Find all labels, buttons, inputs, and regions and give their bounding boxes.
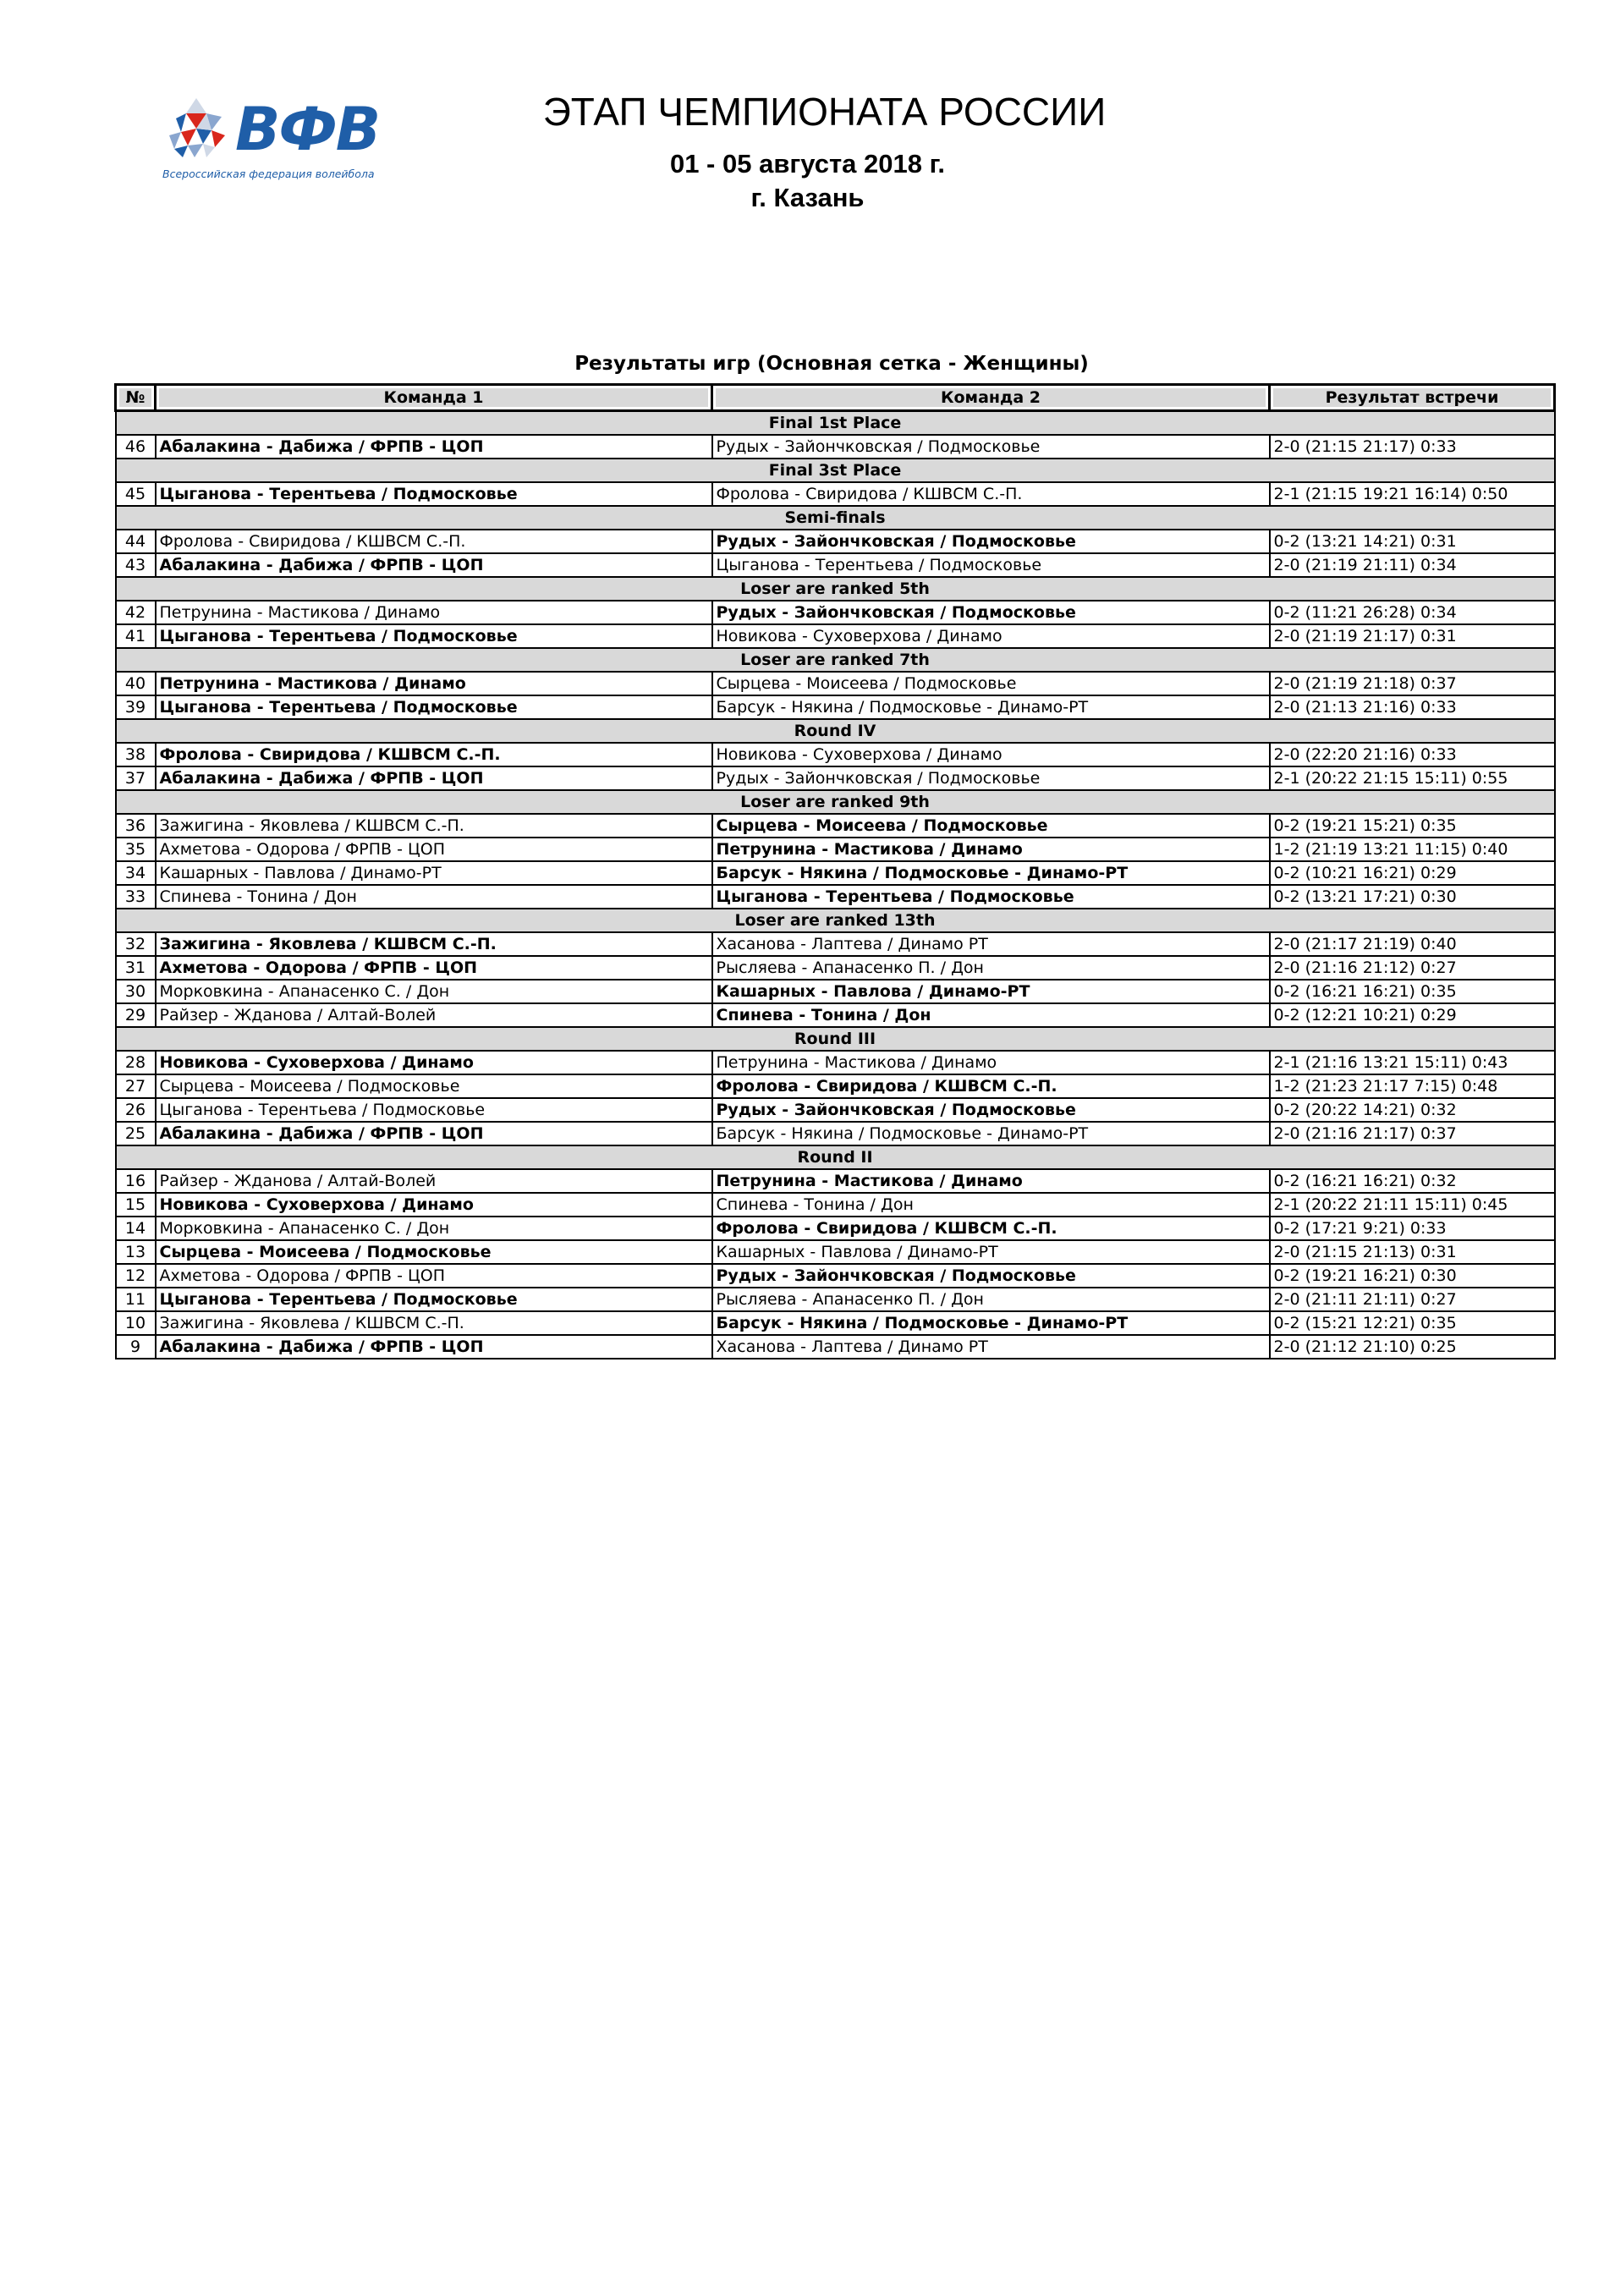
table-row (116, 1240, 1555, 1264)
result-cell: 2-0 (21:12 21:10) 0:25 (1270, 1335, 1555, 1359)
section-title: Loser are ranked 9th (116, 790, 1555, 814)
team1-cell: Морковкина - Апанасенко С. / Дон (156, 980, 712, 1003)
section-title: Round II (116, 1145, 1555, 1169)
match-number-cell: 9 (116, 1335, 156, 1359)
team2-cell: Рудых - Зайончковская / Подмосковье (712, 530, 1270, 553)
table-row (116, 1074, 1555, 1098)
result-cell: 0-2 (11:21 26:28) 0:34 (1270, 601, 1555, 624)
section-row (116, 577, 1555, 601)
result-cell: 2-0 (21:16 21:17) 0:37 (1270, 1122, 1555, 1145)
table-header-row (116, 385, 1555, 411)
result-cell: 2-0 (21:15 21:17) 0:33 (1270, 435, 1555, 459)
match-number-cell: 27 (116, 1074, 156, 1098)
team2-cell: Рудых - Зайончковская / Подмосковье (712, 1098, 1270, 1122)
table-row (116, 1288, 1555, 1311)
team2-cell: Рудых - Зайончковская / Подмосковье (712, 1264, 1270, 1288)
team2-cell: Цыганова - Терентьева / Подмосковье (712, 885, 1270, 909)
column-header-team2: Команда 2 (712, 385, 1270, 411)
result-cell: 2-0 (21:13 21:16) 0:33 (1270, 695, 1555, 719)
table-row (116, 885, 1555, 909)
team2-cell: Новикова - Суховерхова / Динамо (712, 743, 1270, 766)
team1-cell: Сырцева - Моисеева / Подмосковье (156, 1240, 712, 1264)
team2-cell: Петрунина - Мастикова / Динамо (712, 1169, 1270, 1193)
match-number-cell: 25 (116, 1122, 156, 1145)
table-row (116, 956, 1555, 980)
team2-cell: Фролова - Свиридова / КШВСМ С.-П. (712, 1074, 1270, 1098)
logo-caption: Всероссийская федерация волейбола (162, 168, 375, 180)
match-number-cell: 46 (116, 435, 156, 459)
team2-cell: Хасанова - Лаптева / Динамо РТ (712, 1335, 1270, 1359)
result-cell: 0-2 (17:21 9:21) 0:33 (1270, 1217, 1555, 1240)
match-number-cell: 45 (116, 482, 156, 506)
result-cell: 2-0 (21:15 21:13) 0:31 (1270, 1240, 1555, 1264)
team1-cell: Райзер - Жданова / Алтай-Волей (156, 1003, 712, 1027)
team1-cell: Новикова - Суховерхова / Динамо (156, 1051, 712, 1074)
table-row (116, 743, 1555, 766)
column-header-result: Результат встречи (1270, 385, 1555, 411)
match-number-cell: 13 (116, 1240, 156, 1264)
logo-letters: ВФВ (235, 95, 380, 164)
match-number-cell: 10 (116, 1311, 156, 1335)
team1-cell: Ахметова - Одорова / ФРПВ - ЦОП (156, 956, 712, 980)
section-title: Loser are ranked 7th (116, 648, 1555, 672)
result-cell: 2-1 (20:22 21:15 15:11) 0:55 (1270, 766, 1555, 790)
result-cell: 2-1 (21:15 19:21 16:14) 0:50 (1270, 482, 1555, 506)
match-number-cell: 33 (116, 885, 156, 909)
result-cell: 1-2 (21:19 13:21 11:15) 0:40 (1270, 838, 1555, 861)
table-row (116, 1193, 1555, 1217)
result-cell: 2-0 (22:20 21:16) 0:33 (1270, 743, 1555, 766)
team1-cell: Абалакина - Дабижа / ФРПВ - ЦОП (156, 1122, 712, 1145)
team1-cell: Цыганова - Терентьева / Подмосковье (156, 1098, 712, 1122)
match-number-cell: 40 (116, 672, 156, 695)
results-body (116, 411, 1555, 1359)
team1-cell: Абалакина - Дабижа / ФРПВ - ЦОП (156, 435, 712, 459)
match-number-cell: 26 (116, 1098, 156, 1122)
team2-cell: Рудых - Зайончковская / Подмосковье (712, 766, 1270, 790)
team1-cell: Цыганова - Терентьева / Подмосковье (156, 1288, 712, 1311)
section-title: Loser are ranked 5th (116, 577, 1555, 601)
match-number-cell: 16 (116, 1169, 156, 1193)
table-row (116, 1311, 1555, 1335)
result-cell: 2-1 (21:16 13:21 15:11) 0:43 (1270, 1051, 1555, 1074)
table-row (116, 553, 1555, 577)
page-title: ЭТАП ЧЕМПИОНАТА РОССИИ (542, 90, 1107, 134)
team1-cell: Райзер - Жданова / Алтай-Волей (156, 1169, 712, 1193)
team1-cell: Абалакина - Дабижа / ФРПВ - ЦОП (156, 1335, 712, 1359)
team1-cell: Абалакина - Дабижа / ФРПВ - ЦОП (156, 553, 712, 577)
table-row (116, 601, 1555, 624)
section-title: Round IV (116, 719, 1555, 743)
table-row (116, 1217, 1555, 1240)
match-number-cell: 44 (116, 530, 156, 553)
match-number-cell: 37 (116, 766, 156, 790)
team2-cell: Рысляева - Апанасенко П. / Дон (712, 1288, 1270, 1311)
column-header-team1: Команда 1 (156, 385, 712, 411)
team1-cell: Цыганова - Терентьева / Подмосковье (156, 695, 712, 719)
event-dates: 01 - 05 августа 2018 г. (669, 149, 946, 179)
team1-cell: Цыганова - Терентьева / Подмосковье (156, 624, 712, 648)
section-title: Final 3st Place (116, 459, 1555, 482)
team1-cell: Морковкина - Апанасенко С. / Дон (156, 1217, 712, 1240)
table-row (116, 672, 1555, 695)
team2-cell: Петрунина - Мастикова / Динамо (712, 838, 1270, 861)
match-number-cell: 41 (116, 624, 156, 648)
table-row (116, 695, 1555, 719)
team1-cell: Новикова - Суховерхова / Динамо (156, 1193, 712, 1217)
team1-cell: Спинева - Тонина / Дон (156, 885, 712, 909)
team2-cell: Сырцева - Моисеева / Подмосковье (712, 814, 1270, 838)
column-header-number: № (116, 385, 156, 411)
team1-cell: Абалакина - Дабижа / ФРПВ - ЦОП (156, 766, 712, 790)
table-row (116, 932, 1555, 956)
table-row (116, 766, 1555, 790)
result-cell: 0-2 (19:21 15:21) 0:35 (1270, 814, 1555, 838)
result-cell: 0-2 (13:21 17:21) 0:30 (1270, 885, 1555, 909)
team2-cell: Спинева - Тонина / Дон (712, 1193, 1270, 1217)
match-number-cell: 15 (116, 1193, 156, 1217)
team1-cell: Зажигина - Яковлева / КШВСМ С.-П. (156, 814, 712, 838)
result-cell: 2-0 (21:16 21:12) 0:27 (1270, 956, 1555, 980)
match-number-cell: 38 (116, 743, 156, 766)
match-number-cell: 31 (116, 956, 156, 980)
result-cell: 0-2 (16:21 16:21) 0:32 (1270, 1169, 1555, 1193)
team2-cell: Рысляева - Апанасенко П. / Дон (712, 956, 1270, 980)
result-cell: 2-0 (21:19 21:18) 0:37 (1270, 672, 1555, 695)
match-number-cell: 39 (116, 695, 156, 719)
table-row (116, 861, 1555, 885)
match-number-cell: 30 (116, 980, 156, 1003)
result-cell: 1-2 (21:23 21:17 7:15) 0:48 (1270, 1074, 1555, 1098)
team2-cell: Рудых - Зайончковская / Подмосковье (712, 601, 1270, 624)
result-cell: 0-2 (13:21 14:21) 0:31 (1270, 530, 1555, 553)
section-title: Loser are ranked 13th (116, 909, 1555, 932)
team1-cell: Зажигина - Яковлева / КШВСМ С.-П. (156, 932, 712, 956)
section-row (116, 719, 1555, 743)
table-row (116, 838, 1555, 861)
section-title: Semi-finals (116, 506, 1555, 530)
result-cell: 2-0 (21:11 21:11) 0:27 (1270, 1288, 1555, 1311)
match-number-cell: 11 (116, 1288, 156, 1311)
table-title: Результаты игр (Основная сетка - Женщины) (574, 353, 1089, 375)
team1-cell: Цыганова - Терентьева / Подмосковье (156, 482, 712, 506)
result-cell: 0-2 (15:21 12:21) 0:35 (1270, 1311, 1555, 1335)
result-cell: 2-0 (21:17 21:19) 0:40 (1270, 932, 1555, 956)
match-number-cell: 42 (116, 601, 156, 624)
team2-cell: Барсук - Някина / Подмосковье - Динамо-РТ (712, 861, 1270, 885)
match-number-cell: 36 (116, 814, 156, 838)
table-row (116, 1098, 1555, 1122)
team2-cell: Фролова - Свиридова / КШВСМ С.-П. (712, 482, 1270, 506)
team2-cell: Барсук - Някина / Подмосковье - Динамо-РТ (712, 1311, 1270, 1335)
section-row (116, 909, 1555, 932)
team2-cell: Фролова - Свиридова / КШВСМ С.-П. (712, 1217, 1270, 1240)
table-row (116, 435, 1555, 459)
result-cell: 2-0 (21:19 21:11) 0:34 (1270, 553, 1555, 577)
section-row (116, 506, 1555, 530)
team2-cell: Барсук - Някина / Подмосковье - Динамо-РТ (712, 1122, 1270, 1145)
section-row (116, 411, 1555, 436)
table-row (116, 1169, 1555, 1193)
team1-cell: Ахметова - Одорова / ФРПВ - ЦОП (156, 838, 712, 861)
result-cell: 0-2 (20:22 14:21) 0:32 (1270, 1098, 1555, 1122)
match-number-cell: 12 (116, 1264, 156, 1288)
table-row (116, 980, 1555, 1003)
team1-cell: Зажигина - Яковлева / КШВСМ С.-П. (156, 1311, 712, 1335)
team2-cell: Кашарных - Павлова / Динамо-РТ (712, 1240, 1270, 1264)
result-cell: 0-2 (10:21 16:21) 0:29 (1270, 861, 1555, 885)
match-number-cell: 14 (116, 1217, 156, 1240)
team1-cell: Кашарных - Павлова / Динамо-РТ (156, 861, 712, 885)
result-cell: 0-2 (12:21 10:21) 0:29 (1270, 1003, 1555, 1027)
team1-cell: Петрунина - Мастикова / Динамо (156, 672, 712, 695)
table-row (116, 1003, 1555, 1027)
result-cell: 0-2 (16:21 16:21) 0:35 (1270, 980, 1555, 1003)
event-city: г. Казань (750, 183, 865, 212)
team2-cell: Барсук - Някина / Подмосковье - Динамо-РТ (712, 695, 1270, 719)
team2-cell: Сырцева - Моисеева / Подмосковье (712, 672, 1270, 695)
match-number-cell: 28 (116, 1051, 156, 1074)
section-row (116, 790, 1555, 814)
results-table (114, 383, 1556, 1359)
match-number-cell: 43 (116, 553, 156, 577)
team2-cell: Хасанова - Лаптева / Динамо РТ (712, 932, 1270, 956)
table-row (116, 482, 1555, 506)
team2-cell: Спинева - Тонина / Дон (712, 1003, 1270, 1027)
table-row (116, 1335, 1555, 1359)
team2-cell: Рудых - Зайончковская / Подмосковье (712, 435, 1270, 459)
table-row (116, 624, 1555, 648)
table-row (116, 1264, 1555, 1288)
team1-cell: Петрунина - Мастикова / Динамо (156, 601, 712, 624)
match-number-cell: 32 (116, 932, 156, 956)
section-row (116, 459, 1555, 482)
table-row (116, 814, 1555, 838)
table-row (116, 1122, 1555, 1145)
match-number-cell: 34 (116, 861, 156, 885)
result-cell: 2-1 (20:22 21:11 15:11) 0:45 (1270, 1193, 1555, 1217)
team1-cell: Ахметова - Одорова / ФРПВ - ЦОП (156, 1264, 712, 1288)
table-row (116, 1051, 1555, 1074)
match-number-cell: 35 (116, 838, 156, 861)
result-cell: 0-2 (19:21 16:21) 0:30 (1270, 1264, 1555, 1288)
team1-cell: Сырцева - Моисеева / Подмосковье (156, 1074, 712, 1098)
match-number-cell: 29 (116, 1003, 156, 1027)
section-row (116, 648, 1555, 672)
team1-cell: Фролова - Свиридова / КШВСМ С.-П. (156, 530, 712, 553)
team1-cell: Фролова - Свиридова / КШВСМ С.-П. (156, 743, 712, 766)
section-title: Final 1st Place (116, 411, 1555, 436)
section-title: Round III (116, 1027, 1555, 1051)
table-row (116, 530, 1555, 553)
team2-cell: Петрунина - Мастикова / Динамо (712, 1051, 1270, 1074)
section-row (116, 1145, 1555, 1169)
result-cell: 2-0 (21:19 21:17) 0:31 (1270, 624, 1555, 648)
team2-cell: Цыганова - Терентьева / Подмосковье (712, 553, 1270, 577)
team2-cell: Кашарных - Павлова / Динамо-РТ (712, 980, 1270, 1003)
team2-cell: Новикова - Суховерхова / Динамо (712, 624, 1270, 648)
section-row (116, 1027, 1555, 1051)
